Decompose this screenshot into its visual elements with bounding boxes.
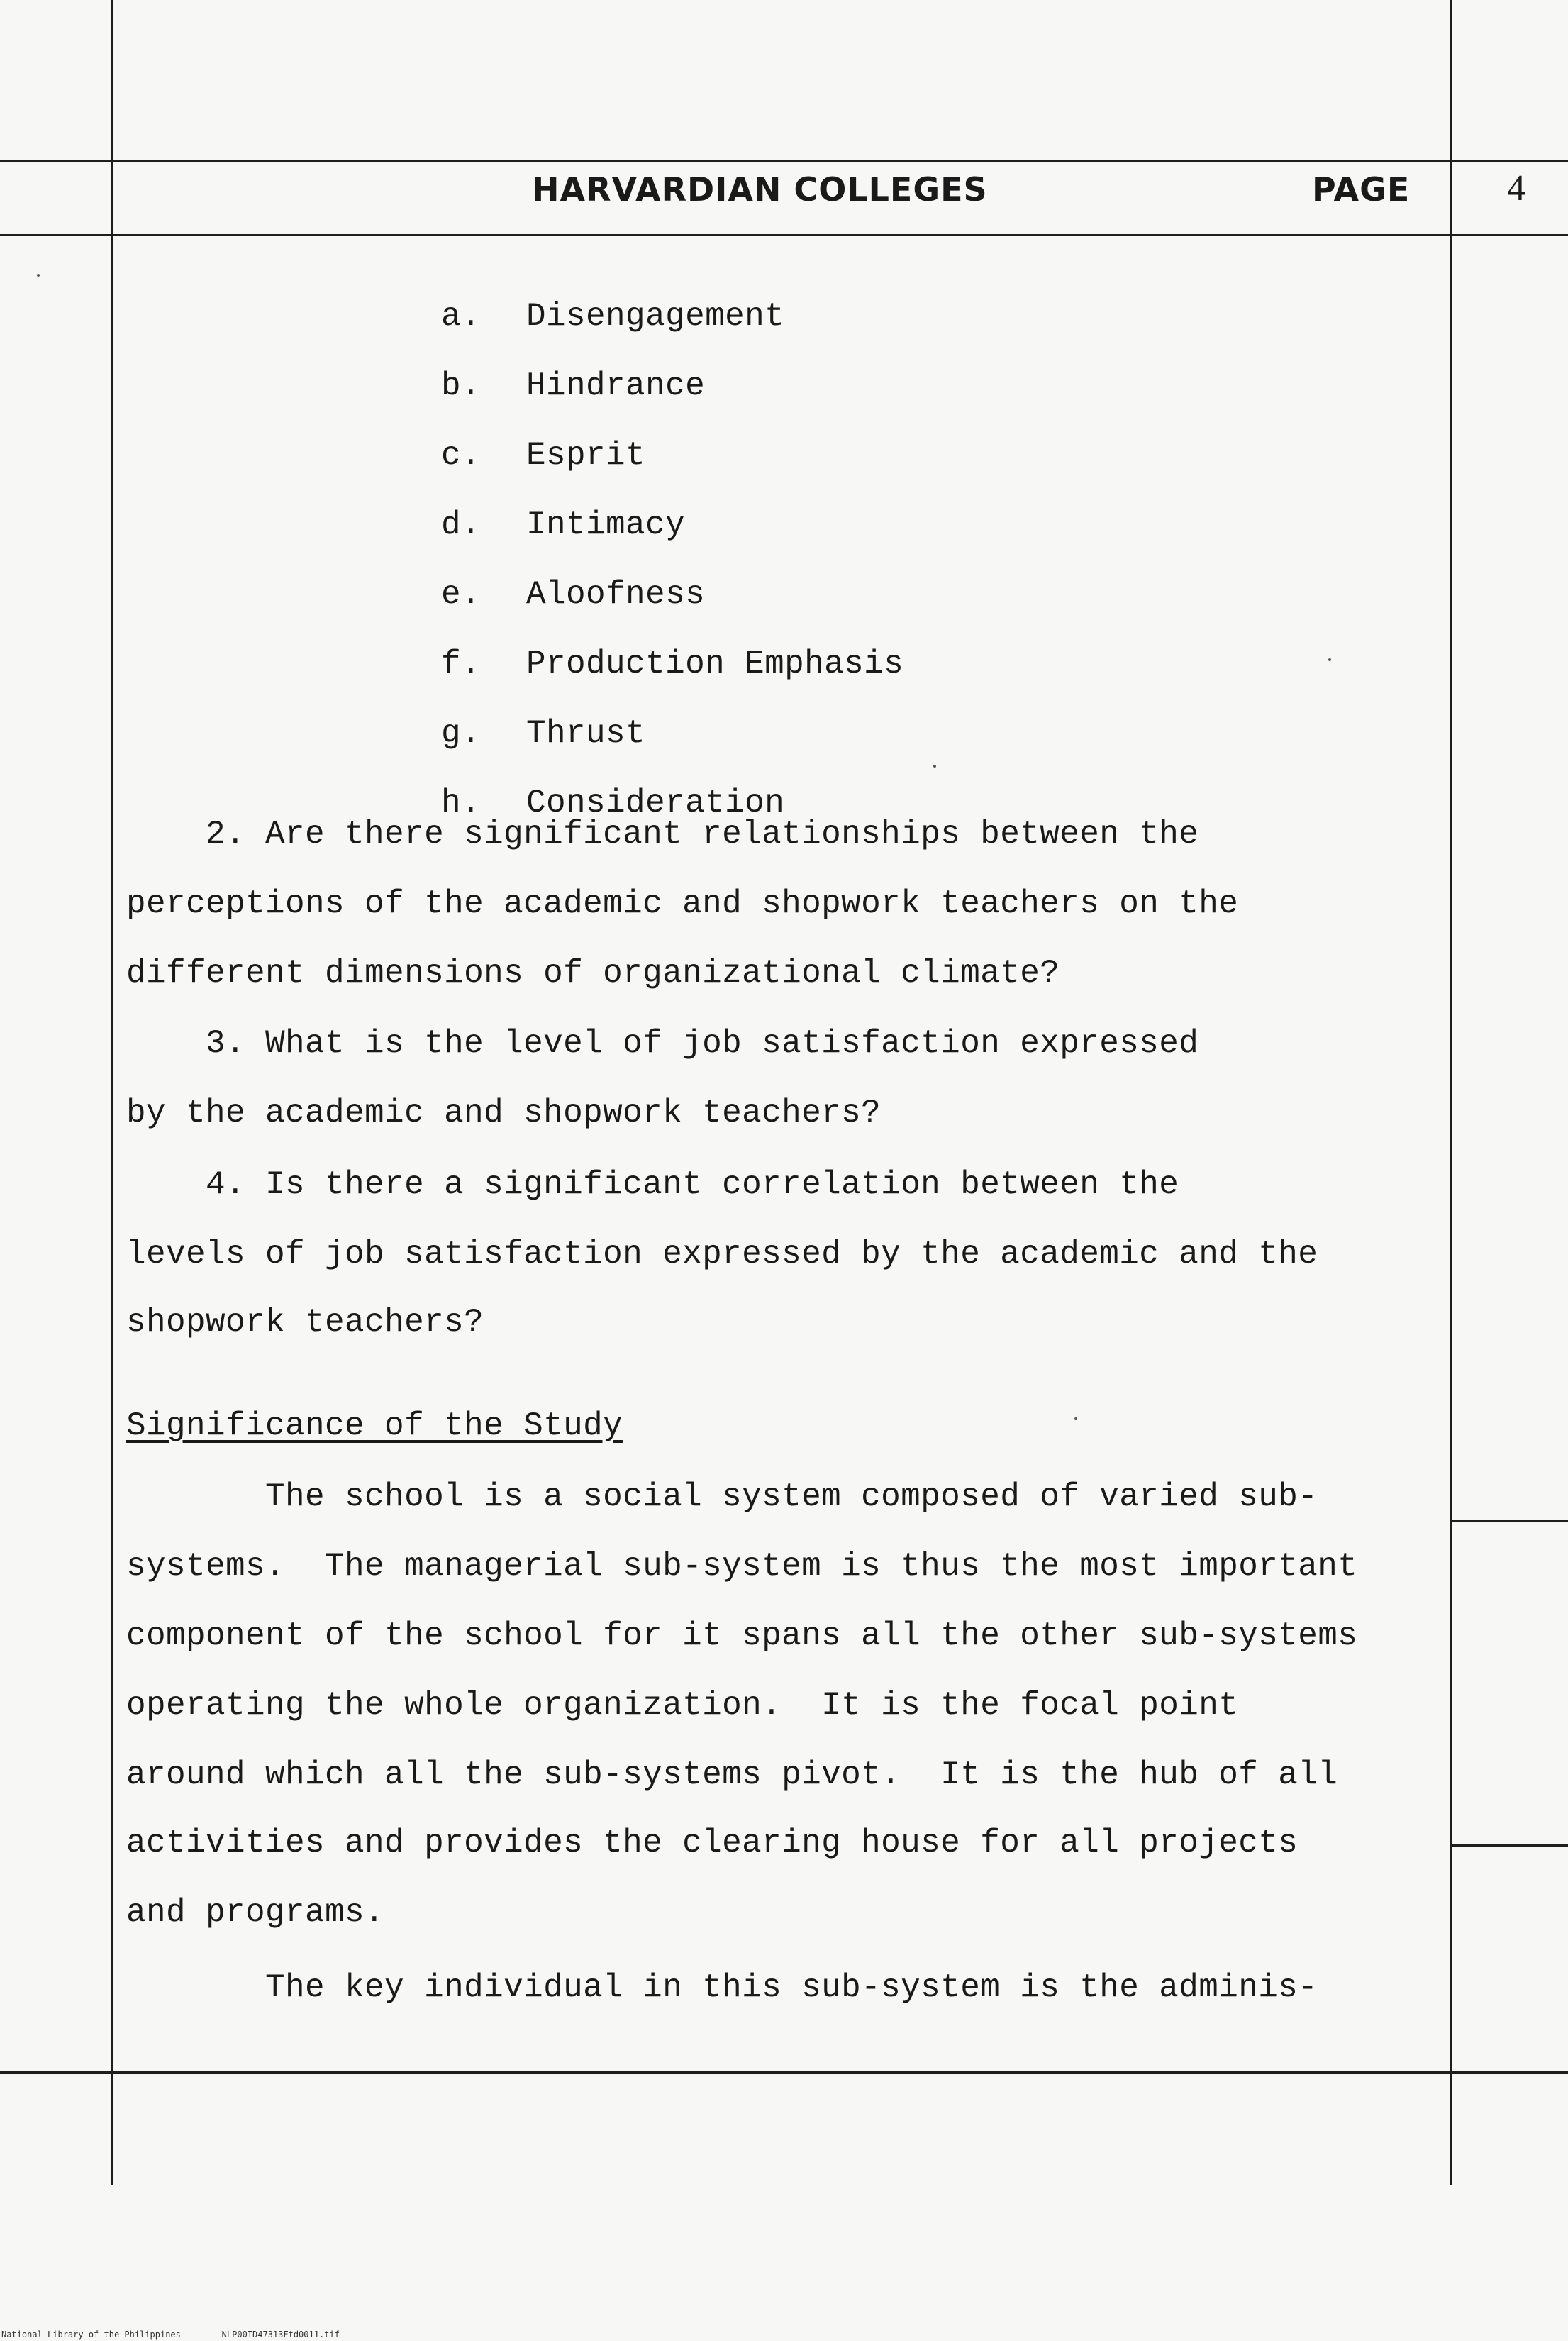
paragraph-line: The school is a social system composed of varied sub- [126,1478,1318,1515]
margin-rule-1 [1452,1520,1568,1522]
left-margin-line [111,0,113,2185]
body-line: different dimensions of organizational climate? [126,955,1060,992]
paragraph-line: systems. The managerial sub-system is thus the most important [126,1548,1358,1585]
list-item-letter: a. [441,298,482,335]
body-line: perceptions of the academic and shopwork teachers on the [126,885,1239,922]
right-margin-line [1450,0,1452,2185]
list-item-letter: h. [441,785,482,821]
body-line: 4. Is there a significant correlation between the [126,1166,1179,1203]
list-item-text: Production Emphasis [526,646,904,682]
list-item-text: Disengagement [526,298,785,335]
scan-speck [933,765,936,768]
list-item-text: Consideration [526,785,785,821]
top-rule [0,160,1568,162]
body-line: 2. Are there significant relationships between the [126,816,1199,853]
paragraph-line: operating the whole organization. It is the focal point [126,1687,1239,1724]
list-item-letter: c. [441,437,482,474]
scan-footer [1,2330,340,2340]
list-item-letter: g. [441,715,482,752]
college-title: HARVARDIAN COLLEGES [532,170,988,209]
list-item-letter: f. [441,646,482,682]
list-item-text: Thrust [526,715,646,752]
footer-source: National Library of the Philippines [1,2330,181,2340]
list-item-letter: e. [441,576,482,613]
scan-speck [37,274,40,277]
body-line: levels of job satisfaction expressed by the academic and the [126,1236,1318,1273]
header-bottom-rule [0,234,1568,236]
body-line: shopwork teachers? [126,1304,484,1341]
paragraph-line: component of the school for it spans all the other sub-systems [126,1617,1358,1654]
list-item-text: Hindrance [526,367,706,404]
footer-file: NLP00TD47313Ftd0011.tif [221,2330,340,2340]
scan-speck [1328,658,1331,661]
list-item-letter: b. [441,367,482,404]
list-item-text: Esprit [526,437,646,474]
paragraph-line: and programs. [126,1894,385,1931]
bottom-rule [0,2071,1568,2074]
page-label: PAGE [1312,170,1411,209]
list-item-text: Intimacy [526,507,686,543]
margin-rule-2 [1452,1844,1568,1847]
paragraph-line: around which all the sub-systems pivot. It is the hub of all [126,1756,1338,1793]
body-line: by the academic and shopwork teachers? [126,1095,882,1131]
section-heading: Significance of the Study [126,1407,623,1444]
paragraph-line: activities and provides the clearing house for all projects [126,1825,1299,1861]
body-line: 3. What is the level of job satisfaction expressed [126,1025,1199,1062]
list-item-text: Aloofness [526,576,706,613]
scan-speck [1074,1417,1077,1420]
list-item-letter: d. [441,507,482,543]
page-number: 4 [1507,168,1525,209]
paragraph-line: The key individual in this sub-system is the adminis- [126,1969,1318,2006]
